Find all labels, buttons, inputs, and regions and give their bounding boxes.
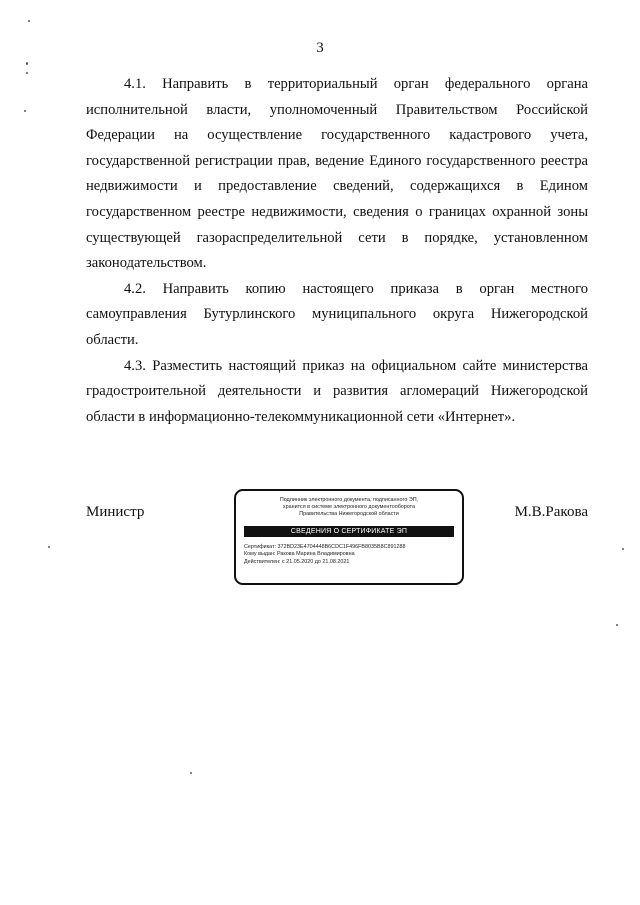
text-line: самоуправления Бутурлинского муниципального округа Нижегородской	[86, 306, 588, 323]
text-line: недвижимости и предоставление сведений, содержащихся в Едином	[86, 178, 588, 195]
text-line: градостроительной деятельности и развития агломераций Нижегородской	[86, 383, 588, 400]
stamp-notice-line: хранится в системе электронного документооборота	[282, 504, 416, 510]
text-line: Федерации на осуществление государственного кадастрового учета,	[86, 127, 588, 144]
stamp-issued-to: Кому выдан: Ракова Марина Владимировна	[244, 551, 355, 558]
paragraph-4-2	[86, 277, 588, 354]
page-number: 3	[316, 40, 324, 56]
text-line: 4.1. Направить в территориальный орган федерального органа	[124, 76, 588, 92]
scan-speck	[48, 546, 50, 548]
text-line: государственной регистрации прав, ведение Единого государственного реестра	[86, 152, 588, 169]
text-line: существующей газораспределительной сети в порядке, установленном	[86, 229, 588, 246]
document-body	[86, 72, 588, 430]
signer-name: М.В.Ракова	[514, 504, 588, 520]
stamp-notice-line: Подлинник электронного документа, подписанного ЭП,	[279, 497, 419, 503]
scan-speck	[26, 72, 28, 74]
scan-speck	[24, 110, 26, 112]
text-line: области.	[86, 331, 139, 348]
paragraph-4-3	[86, 354, 588, 431]
paragraph-4-1	[86, 72, 588, 277]
scan-speck	[28, 20, 30, 22]
text-line: 4.2. Направить копию настоящего приказа в орган местного	[124, 280, 588, 297]
electronic-signature-stamp	[234, 489, 464, 585]
stamp-validity: Действителен: с 21.05.2020 до 21.08.2021	[244, 558, 350, 565]
text-line: 4.3. Разместить настоящий приказ на официальном сайте министерства	[124, 357, 588, 374]
stamp-notice-line: Правительства Нижегородской области	[299, 511, 399, 517]
stamp-header: СВЕДЕНИЯ О СЕРТИФИКАТЕ ЭП	[244, 526, 454, 537]
stamp-details	[244, 544, 454, 566]
stamp-certificate: Сертификат: 372BD23E4704448B6CDC1F496FB8035B8C891288	[244, 544, 406, 550]
scan-speck	[26, 62, 28, 65]
text-line: законодательством.	[86, 255, 207, 272]
scan-speck	[622, 548, 624, 550]
scan-speck	[616, 624, 618, 626]
stamp-notice	[244, 497, 454, 518]
text-line: исполнительной власти, уполномоченный Правительством Российской	[86, 101, 588, 118]
text-line: области в информационно-телекоммуникационной сети «Интернет».	[86, 408, 516, 425]
signer-title: Министр	[86, 504, 145, 520]
scan-speck	[190, 772, 192, 774]
text-line: государственном реестре недвижимости, сведения о границах охранной зоны	[86, 203, 588, 220]
